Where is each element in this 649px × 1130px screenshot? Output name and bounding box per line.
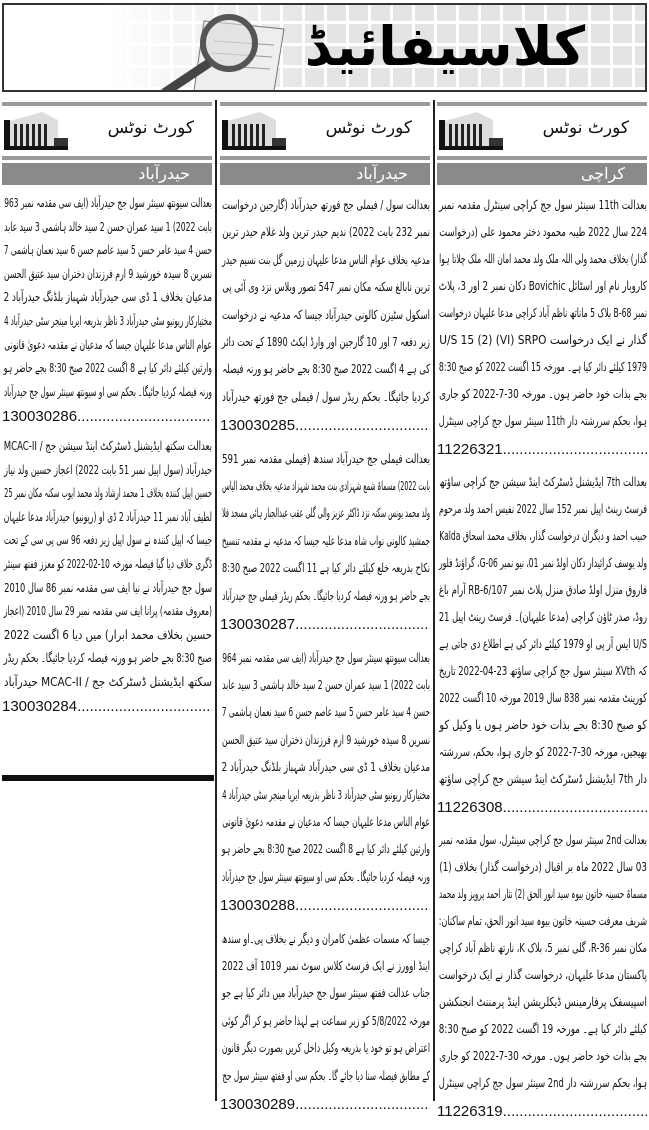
notice-text-line: 224 سال 2022 طیبہ محمود دختر محمود علی (درخواست (439, 224, 647, 239)
notice-text-line: مختیارکار ریونیو سٹی حیدرآباد 3 ناظر بذریعہ ایریا مینجر سٹی حیدرآباد 4 (222, 786, 430, 802)
notice-text-line: نمبر 232 بابت 2022) ندیم حیدر ترین ولد غلام حیدر ترین (222, 224, 430, 240)
court-notice (437, 468, 647, 823)
city-band: حیدرآباد (2, 163, 212, 185)
notice-text-line: مورخہ 5/8/2022 کو زیر سماعت ہے لہذا حاضر ہو کر اگر کوئی (221, 1012, 430, 1028)
notice-text-line: اسکول سٹیزن کالونی حیدرآباد جیسا کہ مدعیہ نے درخواست (222, 306, 430, 322)
notice-text-line: دار 7th ایڈیشنل ڈسٹرکٹ اینڈ سیشن جج کراچی ساؤتھ (438, 771, 647, 786)
notice-text-line: شریف معرفت حسینہ خاتون بیوہ سید انور الحق، تمام ساکنان: (438, 913, 647, 928)
notice-text-line: مدعیہ بخلاف عوام الناس مدعا علیہان زرمین گل بنت نسیم حیدر (222, 251, 430, 267)
column-title: کورٹ نوٹس (107, 118, 194, 138)
notice-text-line: وارثین کیلئے دائر کیا ہے 8 اگست 2022 صبح 8:30 بجے حاضر ہو (3, 360, 212, 376)
column-divider (215, 100, 217, 1101)
notice-text-line: حسین اپیل کنندہ بخلاف 1 محمد ارشاد ولد محمد ایوب سکنہ مکان نمبر 25 (4, 485, 212, 501)
courthouse-icon (2, 108, 72, 152)
notice-text-line: کو صبح 8:30 بجے بذات خود حاضر ہوں یا وکیل کو (439, 717, 647, 732)
notice-text-line: اعتراض ہو تو خود یا بذریعہ وکیل داخل کریں بصورت دیگر قانون (221, 1040, 430, 1056)
notice-text-line: عوام الناس مدعا علیہان جیسا کہ مدعیان نے مقدمہ دعویٰ قانونی (222, 813, 430, 829)
notice-text-line: حسین بخلاف محمد ابرار) میں دیا 6 اگست 2022 (3, 626, 212, 642)
notice-text-line: بھیجیں، مورخہ 30-7-2022 کو جاری ہوا، بحکم، سررشتہ (439, 744, 647, 759)
notice-text-line: کردیا جائیگا۔ بحکم ریڈر سول / فیملی جج فورتھ حیدرآباد (222, 388, 430, 404)
header-rule (2, 156, 212, 160)
column-title: کورٹ نوٹس (325, 118, 412, 138)
notice-text-line: ورنہ فیصلہ کردیا جائیگا۔ بحکم سی او سیونتھ سینئر سول جج حیدرآباد (221, 868, 430, 884)
notice-text-line: مسماۃ حسینہ خاتون بیوہ سید انور الحق (2) نثار احمد پرویز ولد محمد (439, 886, 647, 901)
court-notice (220, 445, 430, 641)
notice-column (220, 100, 430, 1123)
classified-banner (2, 3, 647, 92)
notice-reference-number: 130030289 ..... (220, 1089, 430, 1120)
notice-text-line: زیر دفعہ 7 اور 10 گارجین اور وارڈ ایکٹ 1890 کے تحت دائر (221, 334, 430, 350)
court-notice (437, 826, 647, 1127)
notices-list (437, 191, 647, 1127)
notice-text-line: ولد یوسف کرائیدار دکان اولڈ نمبر 01، نیو نمبر G-06، گراؤنڈ فلور (438, 555, 647, 570)
notice-text-line: بعدالت سول / فیملی جج فورتھ حیدرآباد (گارجین درخواست (222, 197, 430, 212)
courthouse-icon (220, 108, 290, 152)
notice-text-line: جیسا کہ مسمات عظمیٰ کامران و دیگر نے بخلاف پی۔او سندھ (221, 930, 430, 946)
city-band: حیدرآباد (220, 163, 430, 185)
notice-text-line: 03 سال 2022 ماہ بر اقبال (درخواست گذار) بخلاف (1) (439, 859, 647, 874)
magnifier-newspaper-icon (134, 11, 304, 91)
notice-text-line: کہ XVth سینئر سول جج کراچی ساؤتھ 23-04-2022 تاریخ (438, 663, 647, 678)
column-header (2, 108, 212, 152)
header-rule (220, 102, 430, 106)
city-band: کراچی (437, 163, 647, 185)
notice-text-line: کی ہے 4 اگست 2022 صبح 8:30 بجے حاضر ہو ورنہ فیصلہ (222, 361, 430, 377)
notice-column (2, 100, 212, 724)
notice-text-line: فاروق منزل اولڈ صادق منزل پلاٹ نمبر RB-6/107 آرام باغ (438, 582, 647, 597)
court-notice (437, 191, 647, 465)
notice-text-line: U/S ایس آر پی او 1979 کیلئے دائر کی ہے اطلاع دی جاتی ہے (439, 636, 647, 651)
notice-text-line: نسرین 8 سیدہ خورشید 9 ارم فرزندان دختران سید عتیق الحسن (221, 731, 430, 747)
court-notice (220, 191, 430, 442)
notice-text-line: گذار) بخلاف محمد ولی اللہ ملک ولد محمد امان اللہ ملک چلاتا ہوا (439, 251, 647, 266)
notice-reference-number: 11226319 ..... (437, 1096, 647, 1127)
notice-text-line: ہوا، بحکم سررشتہ دار 11th سینئر سول جج کراچی سینٹرل (438, 413, 647, 428)
notice-text-line: مدعیان بخلاف 1 ڈی سی حیدرآباد شہباز بلڈنگ حیدرآباد 2 (3, 289, 212, 305)
notice-text-line: حسن 4 سید عامر حسن 5 سید عاصم حسن 6 سید نعمان ہاشمی 7 (221, 704, 430, 720)
notice-text-line: بعدالت فیملی جج حیدرآباد سندھ (فیملی مقدمہ نمبر 591 (222, 450, 430, 466)
notice-text-line: ڈگری خلاف دیا گیا فیصلہ مورخہ 10-02-2022 کو معزز ففتھ سینئر (3, 555, 212, 571)
notice-text-line: مدعیان بخلاف 1 ڈی سی حیدرآباد شہباز بلڈنگ حیدرآباد 2 (221, 759, 430, 775)
courthouse-icon (437, 108, 507, 152)
notice-text-line: سکتھ ایڈیشنل ڈسٹرکٹ جج / MCAC-II حیدرآباد (3, 673, 212, 689)
notice-reference-number: 11226308 ..... (437, 792, 647, 823)
header-rule (220, 156, 430, 160)
notice-text-line: کے مطابق فیصلہ سنا دیا جائے گا۔ بحکم سی او ففتھ سینئر سول جج (222, 1067, 430, 1083)
court-notice (2, 191, 212, 431)
header-rule (2, 102, 212, 106)
column-header (220, 108, 430, 152)
notice-text-line: حسن 4 سید عامر حسن 5 سید عاصم حسن 6 سید نعمان ہاشمی 7 (3, 242, 212, 258)
notice-text-line: جناب عدالت ففتھ سینئر سول جج حیدرآباد میں دائر کیا ہے جو (221, 985, 430, 1001)
column-title: کورٹ نوٹس (542, 118, 629, 138)
notice-reference-number: 130030288 ..... (220, 890, 430, 921)
column-divider (433, 100, 435, 1101)
notice-text-line: حیدرآباد (سول اپیل نمبر 51 بابت 2022) اعجاز حسین ولد نیاز (4, 461, 212, 477)
court-notice (220, 925, 430, 1121)
notice-text-line: (معروف مقدمہ) پرانا ایف سی مقدمہ نمبر 29 سال 2010 (اعجاز (3, 603, 212, 619)
notice-text-line: 1979 کیلئے دائر کیا ہے۔ مورخہ 15 اگست 2022 کو صبح 8:30 (438, 359, 647, 374)
notice-text-line: حبیب احمد و دیگران درخواست گذار، بخلاف محمد اسحاق Kalda (439, 528, 647, 543)
notices-list (220, 191, 430, 1120)
notice-text-line: بابت 2022) 1 سید عمران حسن 2 سید خالد ہاشمی 3 سید عابد (222, 676, 430, 692)
notice-reference-number: 130030287 ..... (220, 609, 430, 640)
notice-text-line: جیسا کہ اپیل کنندہ نے سول اپیل زیر دفعہ 96 سی پی سی کے تحت (4, 532, 212, 548)
notice-text-line: بعدالت 11th سینئر سول جج کراچی سینٹرل مقدمہ نمبر (439, 197, 647, 212)
notice-text-line: جمشید کالونی نواب شاہ مدعا علیہ جیسا کہ مدعیہ نے مقدمہ تنسیخ (221, 532, 430, 548)
notice-text-line: ولد محمد یونس سکنہ نزد ڈاکٹر عزیز والی گلی عقب عبدالجبار ہائی مسجد فلا (222, 505, 430, 521)
notice-text-line: کورینٹ مقدمہ نمبر 838 سال 2019 مورخہ 10 اگست 2022 (439, 690, 647, 705)
notice-reference-number: 11226321 ..... (437, 434, 647, 465)
notice-text-line: ترین نابالغ سکنہ مکان نمبر 547 تصور ویلاس نزد وی آئی پی (222, 279, 430, 295)
notice-text-line: بجے حاضر ہو ورنہ فیصلہ کردیا جائیگا۔ بحکم ریڈر فیملی جج حیدرآباد (222, 587, 430, 603)
notice-text-line: بعدالت سیونتھ سینئر سول جج حیدرآباد (ایف سی مقدمہ نمبر 964 (222, 649, 430, 665)
notice-text-line: مختیارکار ریونیو سٹی حیدرآباد 3 ناظر بذریعہ ایریا مینجر سٹی حیدرآباد 4 (4, 312, 212, 328)
notice-text-line: لطیف آباد نمبر 11 حیدرآباد 2 ڈی او (ریونیو) حیدرآباد مدعا علیہان (3, 508, 212, 524)
column-header (437, 108, 647, 152)
notice-column (437, 100, 647, 1130)
notice-text-line: نسرین 8 سیدہ خورشید 9 ارم فرزندان دختران سید عتیق الحسن (3, 265, 212, 281)
notice-text-line: پاکستان مدعا علیہان، درخواست گذار نے ایک درخواست (438, 967, 647, 982)
notice-text-line: بجے بذات خود حاضر ہوں۔ مورخہ 30-7-2022 کو جاری (439, 1048, 647, 1063)
notice-text-line: عوام الناس مدعا علیہان جیسا کہ مدعیان نے مقدمہ دعویٰ قانونی (4, 336, 212, 352)
notice-text-line: بعدالت 2nd سینئر سول جج کراچی سینٹرل، سول مقدمہ نمبر (439, 832, 647, 847)
notice-text-line: بابت 2022) مسماۃ شمع شہزادی بنت محمد شہزاد مدعیہ بخلاف محمد الیاس (222, 478, 430, 494)
notices-list (2, 191, 212, 721)
notice-reference-number: 130030284 ..... (2, 693, 212, 721)
notice-text-line: اسپیسفک پرفارمینس ڈیکلریشن اینڈ پرمننٹ انجنکشن (438, 994, 647, 1009)
notice-text-line: بابت 2022) 1 سید عمران حسن 2 سید خالد ہاشمی 3 سید عابد (4, 218, 212, 234)
notice-text-line: وارثین کیلئے دائر کیا ہے 8 اگست 2022 صبح 8:30 بجے حاضر ہو (221, 841, 430, 857)
header-rule (437, 102, 647, 106)
notice-text-line: صبح 8:30 بجے حاضر ہو ورنہ فیصلہ کردیا جائیگا۔ بحکم ریڈر (3, 650, 212, 666)
notice-text-line: بجے بذات خود حاضر ہوں۔ مورخہ 30-7-2022 کو جاری (439, 386, 647, 401)
notice-text-line: بعدالت 7th ایڈیشنل ڈسٹرکٹ اینڈ سیشن جج کراچی ساؤتھ (439, 474, 647, 489)
notice-text-line: کیلئے دائر کیا ہے۔ مورخہ 19 اگست 2022 کو صبح 8:30 (438, 1021, 647, 1036)
notice-text-line: فرسٹ رینٹ اپیل نمبر 152 سال 2022 نفیس احمد ولد مرحوم (439, 501, 647, 516)
column-end-bar (2, 775, 214, 781)
notice-text-line: مکان نمبر R-36، گلی نمبر 5، بلاک K، نارتھ ناظم آباد کراچی (439, 940, 647, 955)
banner-title: کلاسیفائیڈ (304, 15, 585, 78)
notice-text-line: ہوا، بحکم سررشتہ دار 2nd سینئر سول جج کراچی سینٹرل (438, 1075, 647, 1090)
court-notice (220, 644, 430, 922)
header-rule (437, 156, 647, 160)
notice-text-line: گذار نے ایک درخواست U/S 15 (2) (VI) SRPO (439, 332, 647, 347)
notice-text-line: اینڈ اوورز نے ایک فرسٹ کلاس سوٹ نمبر 1019 آف 2022 (221, 957, 430, 973)
notice-text-line: کاروبار نام اور اسٹائل Bovichic دکان نمبر 2 اور 3، پلاٹ (438, 278, 647, 293)
notice-text-line: بعدالت سکتھ ایڈیشنل ڈسٹرکٹ اینڈ سیشن جج / MCAC-II (3, 437, 213, 453)
notice-text-line: سول جج حیدرآباد نے نیا ایف سی مقدمہ نمبر 86 سال 2010 (4, 579, 213, 595)
notice-text-line: روڈ، صدر ٹاؤن کراچی (مدعا علیہان)۔ فرسٹ رینٹ اپیل 21 (438, 609, 647, 624)
notice-text-line: نکاح بذریعہ خلع کیلئے دائر کیا ہے 11 اگست 2022 صبح 8:30 (221, 560, 430, 576)
notice-text-line: بعدالت سیونتھ سینئر سول جج حیدرآباد (ایف سی مقدمہ نمبر 963 (4, 195, 212, 210)
notice-reference-number: 130030285 ..... (220, 410, 430, 441)
court-notice (2, 434, 212, 721)
notice-text-line: نمبر B-68 بلاک 5 ماناتھ ناظم آباد کراچی مدعا علیہان درخواست (439, 305, 647, 320)
notice-text-line: ورنہ فیصلہ کردیا جائیگا۔ بحکم سی او سیونتھ سینئر سول جج حیدرآباد (3, 383, 212, 399)
notice-reference-number: 130030286 ..... (2, 403, 212, 431)
